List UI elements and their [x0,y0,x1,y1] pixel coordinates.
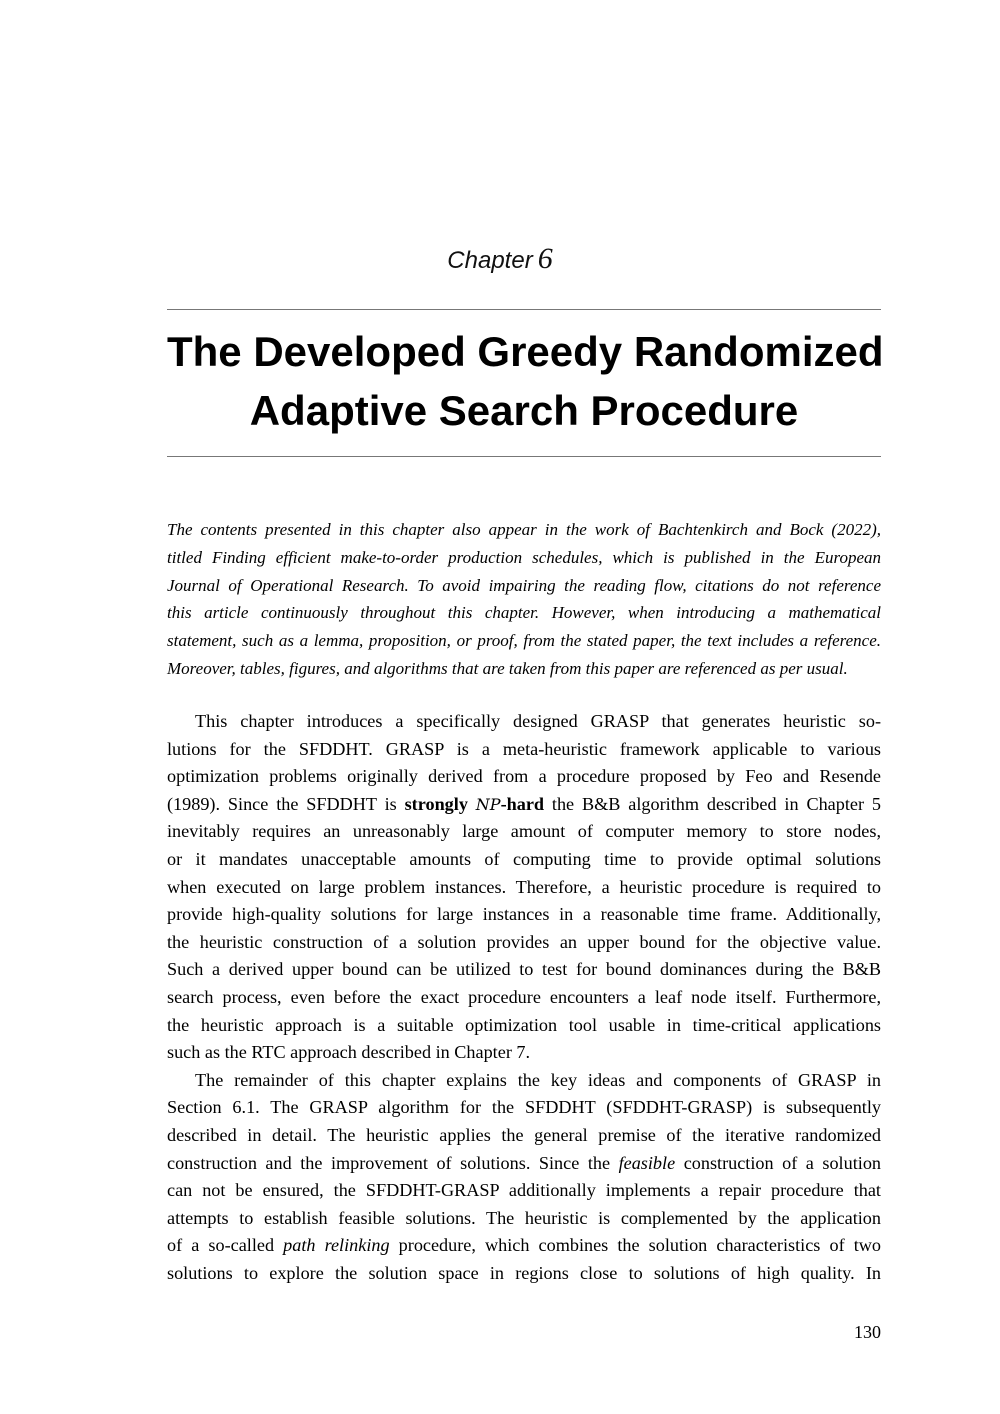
text-run: of a so-called [167,1235,275,1256]
abstract-line: titled Finding efficient make-to-order production schedules, which is published in the European [167,547,881,567]
title-rule-top [167,309,881,310]
np-symbol: NP [475,794,501,814]
bold-term-strongly [405,794,544,814]
chapter-heading [0,242,1000,276]
title-rule-bottom [167,456,881,457]
abstract-line: Moreover, tables, figures, and algorithms that are taken from this paper are referenced as per usual. [167,658,848,678]
paragraph-line: when executed on large problem instances. Therefore, a heuristic procedure is required to [167,876,881,897]
abstract-line: this article continuously throughout this chapter. However, when introducing a mathematical [167,603,881,623]
paragraph-line [167,1232,881,1260]
paragraph-line: optimization problems originally derived from a procedure proposed by Feo and Resende [167,766,881,787]
chapter-title-line: The Developed Greedy Randomized [167,328,884,375]
text-run: strongly [404,793,468,814]
paragraph-line: or it mandates unacceptable amounts of computing time to provide optimal solutions [167,848,881,869]
paragraph-line [167,791,881,819]
chapter-title-line: Adaptive Search Procedure [249,387,799,434]
paragraph-line: such as the RTC approach described in Chapter 7. [167,1042,531,1063]
text-run: (1989). Since the SFDDHT is [167,793,397,814]
text-run: procedure, which combines the solution characteristics of two [398,1235,881,1256]
paragraph-line: The remainder of this chapter explains the key ideas and components of GRASP in [195,1069,881,1090]
abstract-line: statement, such as a lemma, proposition, or proof, from the stated paper, the text includes a reference. [167,631,881,651]
chapter-title [167,322,884,440]
paragraph-line: the heuristic approach is a suitable optimization tool usable in time-critical applications [167,1014,881,1035]
emphasis-path-relinking: path relinking [283,1235,390,1256]
chapter-label: Chapter [447,247,533,274]
chapter-abstract [167,516,881,683]
paragraph-line: search process, even before the exact procedure encounters a leaf node itself. Furthermore, [167,986,881,1007]
paragraph-line: described in detail. The heuristic applies the general premise of the iterative randomized [167,1124,881,1145]
body-text [167,708,881,1287]
text-run: construction of a solution [683,1152,882,1173]
emphasis-feasible: feasible [618,1152,676,1173]
paragraph-line: inevitably requires an unreasonably large amount of computer memory to store nodes, [167,821,881,842]
paragraph-line: This chapter introduces a specifically designed GRASP that generates heuristic so- [195,711,881,731]
abstract-line: Journal of Operational Research. To avoid impairing the reading flow, citations do not reference [167,575,881,595]
page-number: 130 [854,1322,881,1342]
paragraph-line: lutions for the SFDDHT. GRASP is a meta-heuristic framework applicable to various [167,738,881,759]
text-run: the B&B algorithm described in Chapter 5 [551,793,881,814]
paragraph-line: Such a derived upper bound can be utilized to test for bound dominances during the B&B [167,959,881,980]
abstract-line: The contents presented in this chapter also appear in the work of Bachtenkirch and Bock (2022), [167,520,881,539]
paragraph-line: attempts to establish feasible solutions. The heuristic is complemented by the application [167,1207,881,1228]
text-run: construction and the improvement of solutions. Since the [167,1152,611,1173]
text-run: -hard [500,793,545,814]
paragraph-line: provide high-quality solutions for large instances in a reasonable time frame. Additionally, [167,904,881,925]
paragraph-line: solutions to explore the solution space in regions close to solutions of high quality. In [167,1262,881,1283]
paragraph-line: Section 6.1. The GRASP algorithm for the SFDDHT (SFDDHT-GRASP) is subsequently [167,1097,881,1118]
paragraph-line [167,1150,881,1178]
paragraph-line: can not be ensured, the SFDDHT-GRASP additionally implements a repair procedure that [167,1180,881,1201]
paragraph-line: the heuristic construction of a solution provides an upper bound for the objective value. [167,931,881,952]
chapter-number: 6 [537,242,553,275]
